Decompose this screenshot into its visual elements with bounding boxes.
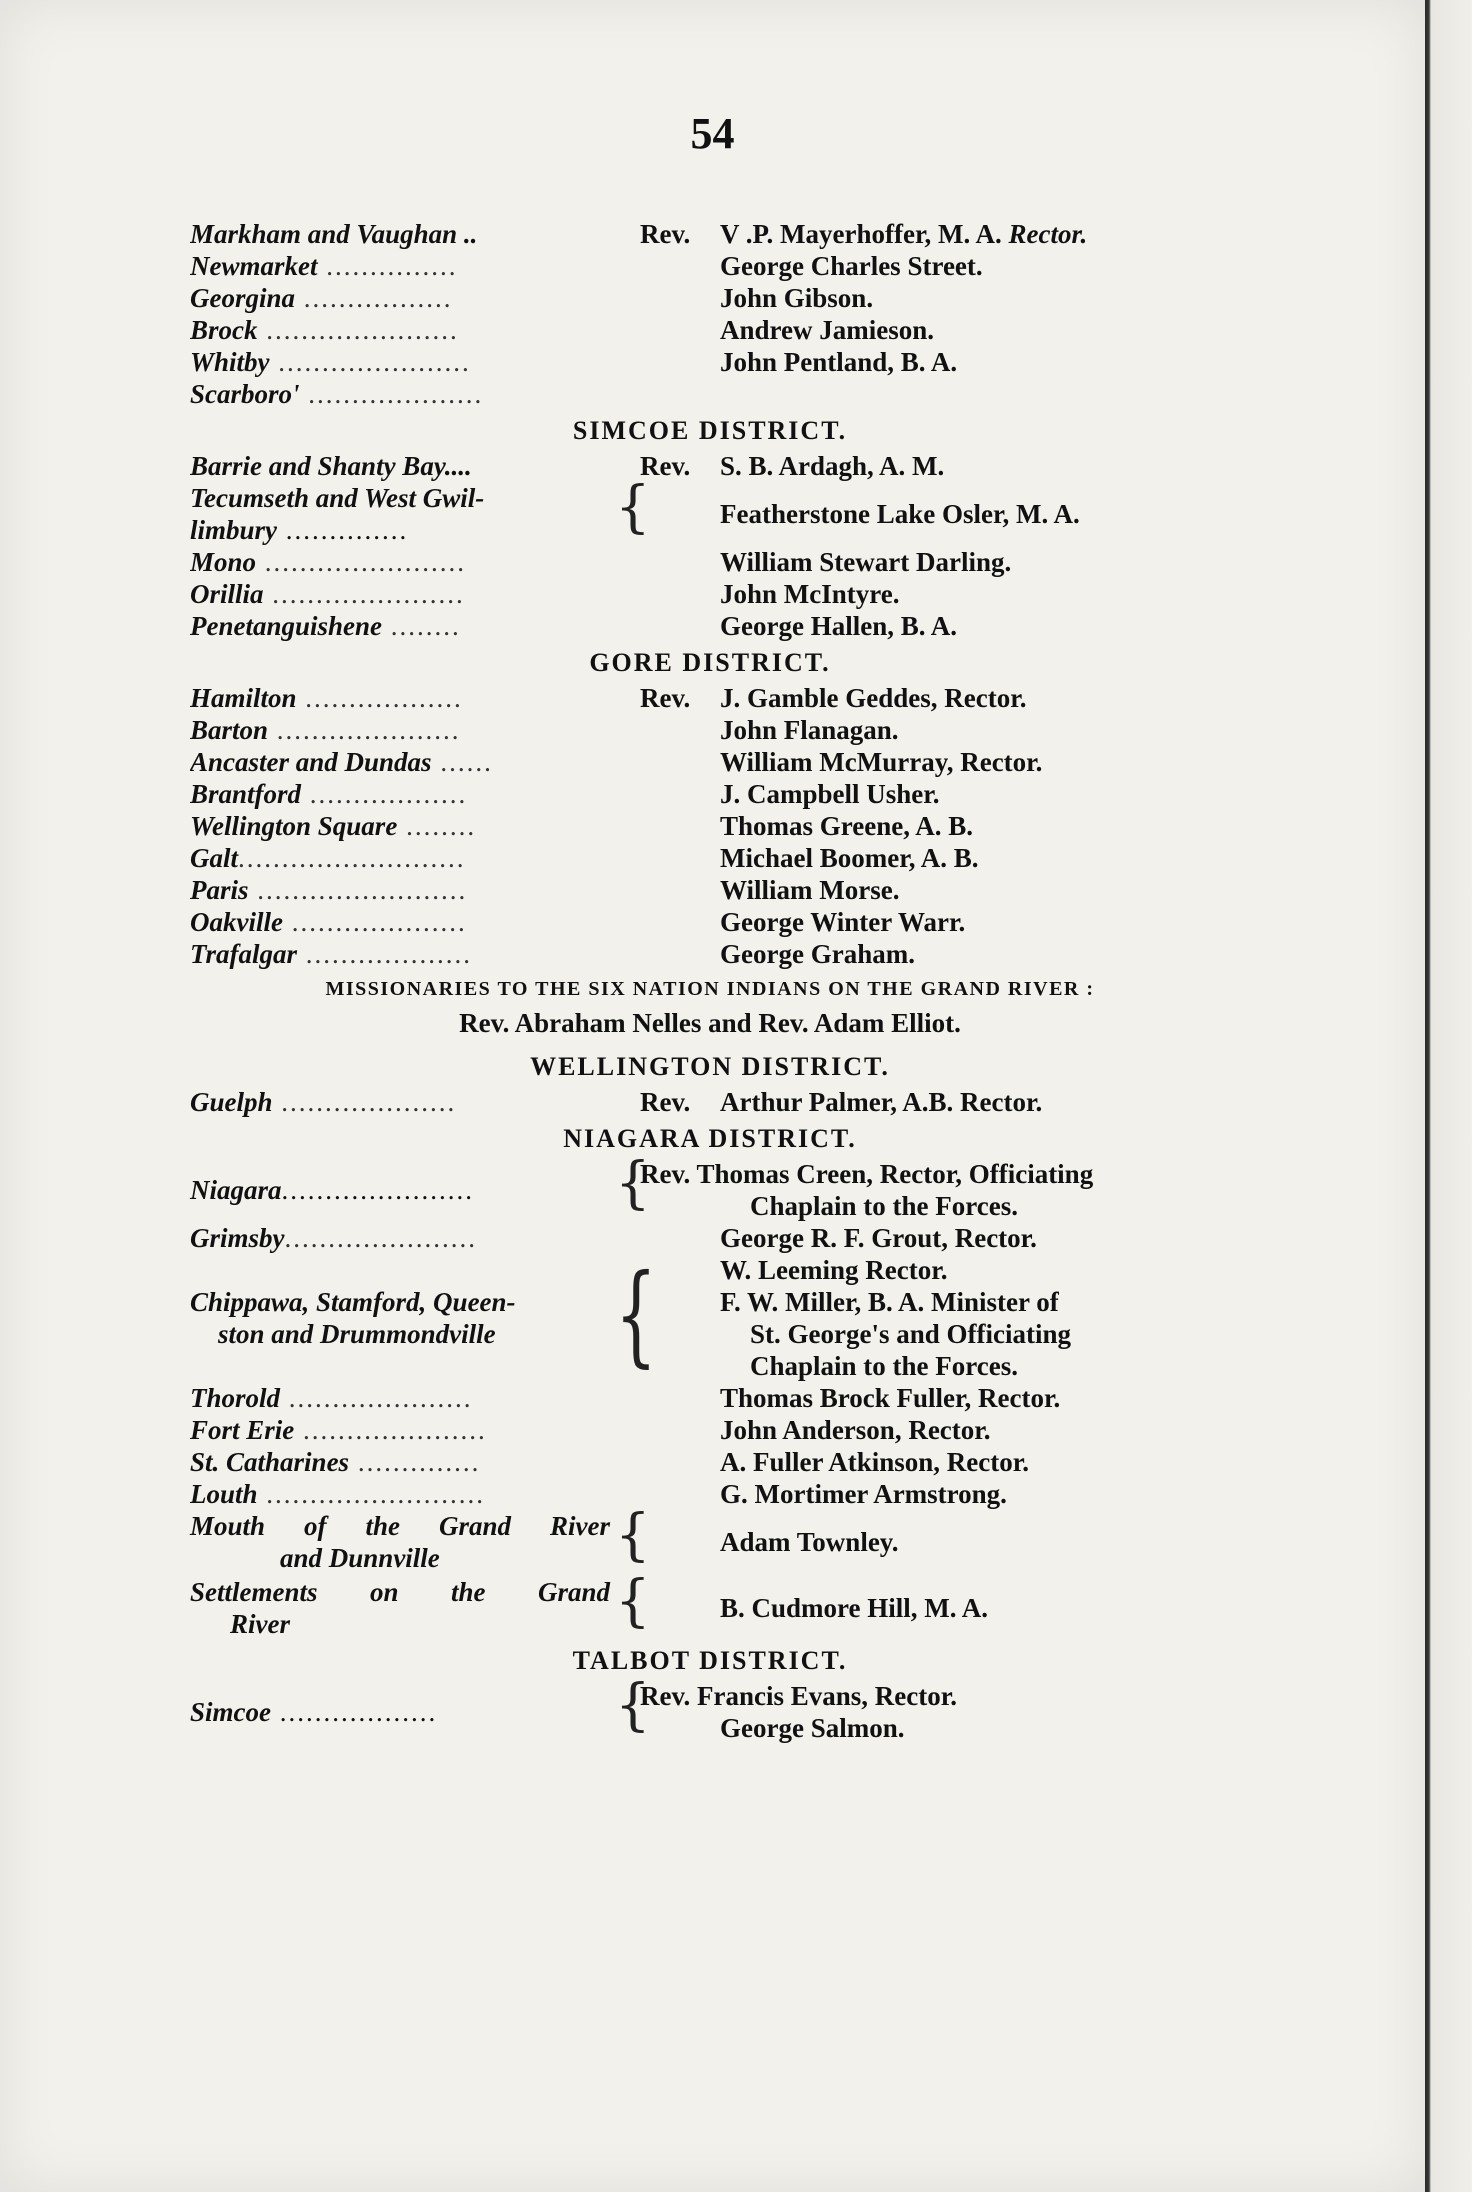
place-name-line-2: ston and Drummondville [218,1319,496,1349]
place-text: Georgina [190,283,296,313]
clergy-line-3: St. George's and Officiating [750,1319,1071,1349]
list-item [190,746,1230,778]
place-name-line-1: Tecumseth and West Gwil- [190,483,485,513]
clergy-list [190,218,1230,1744]
dot-leader: ......................... [257,1479,486,1509]
clergy-name: George Graham. [720,939,915,969]
district-heading: WELLINGTON DISTRICT. [530,1052,890,1081]
dot-leader: .................. [301,779,468,809]
place-name [190,778,610,810]
list-item [190,1414,1230,1446]
list-item [190,1478,1230,1510]
place-text: Louth [190,1479,258,1509]
place-name-line-2: and Dunnville [280,1543,440,1573]
place-name: Markham and Vaughan .. [190,219,478,249]
place-name-line-1: Chippawa, Stamford, Queen- [190,1287,516,1317]
place-name [190,1414,610,1446]
dot-leader: ..................... [294,1415,487,1445]
dot-leader: ...................... [284,1223,477,1253]
clergy-name: George Hallen, B. A. [720,611,957,641]
place-name [190,610,610,642]
place-text: Trafalgar [190,939,297,969]
list-item [190,810,1230,842]
dot-leader: ...................... [281,1175,475,1205]
brace-glyph: { [615,475,651,540]
place-name [190,1222,610,1254]
place-text: Galt [190,843,239,873]
list-item [190,314,1230,346]
clergy-line-2: George Salmon. [720,1713,905,1743]
place-text: Barton [190,715,269,745]
place-text: Paris [190,875,249,905]
dot-leader: .......................... [238,843,466,873]
rev-label: Rev. [640,451,691,481]
clergy-name: John Gibson. [720,283,874,313]
list-item [190,714,1230,746]
place-name [190,346,610,378]
place-text: Whitby [190,347,270,377]
dot-leader: .................... [282,907,467,937]
place-text: Hamilton [190,683,297,713]
list-item [190,1382,1230,1414]
place-name [190,546,610,578]
clergy-name: John Flanagan. [720,715,899,745]
list-item [190,578,1230,610]
list-item [190,610,1230,642]
dot-leader: ........ [382,611,461,641]
place-text: Brock [190,315,258,345]
clergy-name: S. B. Ardagh, A. M. [720,451,945,481]
clergy-name: George Winter Warr. [720,907,966,937]
clergy-name: John McIntyre. [720,579,900,609]
place-text: Mono [190,547,257,577]
list-item [190,250,1230,282]
clergy-line-1: Rev. Thomas Creen, Rector, Officiating [640,1159,1094,1189]
dot-leader: .................... [272,1087,457,1117]
dot-leader: ................. [295,283,453,313]
clergy-name [720,218,1087,250]
list-item [190,1250,1230,1382]
brace-glyph: { [615,1569,651,1634]
place-name [190,1446,610,1478]
dot-leader: .................. [271,1697,438,1727]
list-item [190,1222,1230,1254]
missionaries-names: Rev. Abraham Nelles and Rev. Adam Elliot. [459,1008,961,1038]
clergy-name: B. Cudmore Hill, M. A. [720,1593,989,1623]
place-name [190,282,610,314]
list-item [190,1086,1230,1118]
clergy-name: George R. F. Grout, Rector. [720,1223,1037,1253]
dot-leader: ...................... [263,579,465,609]
rev-label: Rev. [640,219,691,249]
rev-label: Rev. [640,1087,691,1117]
place-name [190,1382,610,1414]
dot-leader: ............... [317,251,458,281]
place-text: Settlements on the Grand [190,1577,610,1607]
place-text: Simcoe [190,1697,271,1727]
place-name-line-2: River [230,1609,290,1639]
dot-leader: ........................ [248,875,468,905]
list-item [190,346,1230,378]
list-item [190,938,1230,970]
clergy-line-1: Rev. Francis Evans, Rector. [640,1681,957,1711]
list-item [190,282,1230,314]
place-name [190,746,610,778]
place-name [190,810,610,842]
place-name [190,906,610,938]
place-name [190,1478,610,1510]
place-text: Fort Erie [190,1415,295,1445]
place-name [190,1086,610,1118]
clergy-name: William Morse. [720,875,900,905]
clergy-name: G. Mortimer Armstrong. [720,1479,1007,1509]
list-item [190,842,1230,874]
list-item [190,682,1230,714]
list-item [190,1673,1230,1744]
place-text: Newmarket [190,251,318,281]
list-item [190,1503,1230,1574]
place-name [190,1174,610,1206]
list-item [190,874,1230,906]
rev-label: Rev. [640,683,691,713]
district-heading: SIMCOE DISTRICT. [572,416,848,445]
clergy-name: Thomas Brock Fuller, Rector. [720,1383,1061,1413]
place-text: Orillia [190,579,264,609]
place-text: limbury [190,515,278,545]
list-item [190,1569,1230,1640]
place-text: Guelph [190,1087,273,1117]
clergy-name: A. Fuller Atkinson, Rector. [720,1447,1030,1477]
place-name [190,378,610,410]
clergy-name: William McMurray, Rector. [720,747,1043,777]
clergy-name: Michael Boomer, A. B. [720,843,979,873]
list-item [190,546,1230,578]
dot-leader: ................... [297,939,472,969]
list-item [190,378,1230,410]
dot-leader: .............. [277,515,409,545]
place-name [190,1696,610,1728]
district-heading: TALBOT DISTRICT. [572,1646,848,1675]
clergy-name: Adam Townley. [720,1527,899,1557]
place-text: Grimsby [190,1223,285,1253]
list-item [190,475,1230,546]
list-item [190,906,1230,938]
place-text: Thorold [190,1383,281,1413]
clergy-name: George Charles Street. [720,251,983,281]
place-name [190,938,610,970]
dot-leader: ...... [431,747,493,777]
dot-leader: ..................... [280,1383,473,1413]
dot-leader: ..................... [268,715,461,745]
place-name [190,682,610,714]
dot-leader: .................. [296,683,463,713]
clergy-name: William Stewart Darling. [720,547,1012,577]
list-item [190,1151,1230,1222]
clergy-title: Rector. [1008,219,1088,249]
place-name [190,714,610,746]
place-name-line-2 [190,514,610,546]
clergy-name: John Pentland, B. A. [720,347,958,377]
place-name [190,250,610,282]
book-spine [1425,0,1472,2192]
clergy-name: Andrew Jamieson. [720,315,935,345]
place-text: Ancaster and Dundas [190,747,432,777]
place-name-line-1 [190,1576,610,1608]
dot-leader: ...................... [269,347,471,377]
place-text: Scarboro' [190,379,300,409]
brace-glyph: { [615,1503,651,1568]
page-number: 54 [690,109,735,158]
brace-glyph: { [615,1250,657,1378]
place-name: Barrie and Shanty Bay.... [190,451,472,481]
clergy-name: Thomas Greene, A. B. [720,811,974,841]
place-text: Oakville [190,907,283,937]
place-text: Penetanguishene [190,611,383,641]
place-name-line-1 [190,1510,610,1542]
clergy-name-text: V .P. Mayerhoffer, M. A. [720,219,1002,249]
clergy-line-4: Chaplain to the Forces. [750,1351,1018,1381]
list-item [190,1446,1230,1478]
clergy-name: Arthur Palmer, A.B. Rector. [720,1087,1043,1117]
place-name [190,842,610,874]
dot-leader: .............. [349,1447,481,1477]
place-text: Wellington Square [190,811,398,841]
clergy-name: John Anderson, Rector. [720,1415,991,1445]
place-text: Brantford [190,779,302,809]
district-heading: NIAGARA DISTRICT. [563,1124,857,1153]
dot-leader: ....................... [256,547,467,577]
dot-leader: ...................... [257,315,459,345]
clergy-line-1: W. Leeming Rector. [720,1255,948,1285]
missionaries-heading: MISSIONARIES TO THE SIX NATION INDIANS ON THE GRAND RIVER : [325,978,1095,1000]
brace-glyph: { [615,1673,651,1738]
brace-glyph: { [615,1151,651,1216]
place-name [190,578,610,610]
place-name [190,874,610,906]
place-text: Mouth of the Grand River [190,1511,610,1541]
clergy-line-2: Chaplain to the Forces. [750,1191,1018,1221]
clergy-name: J. Campbell Usher. [720,779,940,809]
district-heading: GORE DISTRICT. [589,648,831,677]
clergy-name: J. Gamble Geddes, Rector. [720,683,1027,713]
dot-leader: .................... [299,379,484,409]
place-text: Niagara [190,1175,282,1205]
clergy-line-2: F. W. Miller, B. A. Minister of [720,1287,1059,1317]
list-item [190,778,1230,810]
place-name [190,314,610,346]
list-item [190,218,1230,250]
place-text: St. Catharines [190,1447,350,1477]
clergy-name: Featherstone Lake Osler, M. A. [720,499,1080,529]
dot-leader: ........ [397,811,477,841]
list-item [190,450,1230,482]
